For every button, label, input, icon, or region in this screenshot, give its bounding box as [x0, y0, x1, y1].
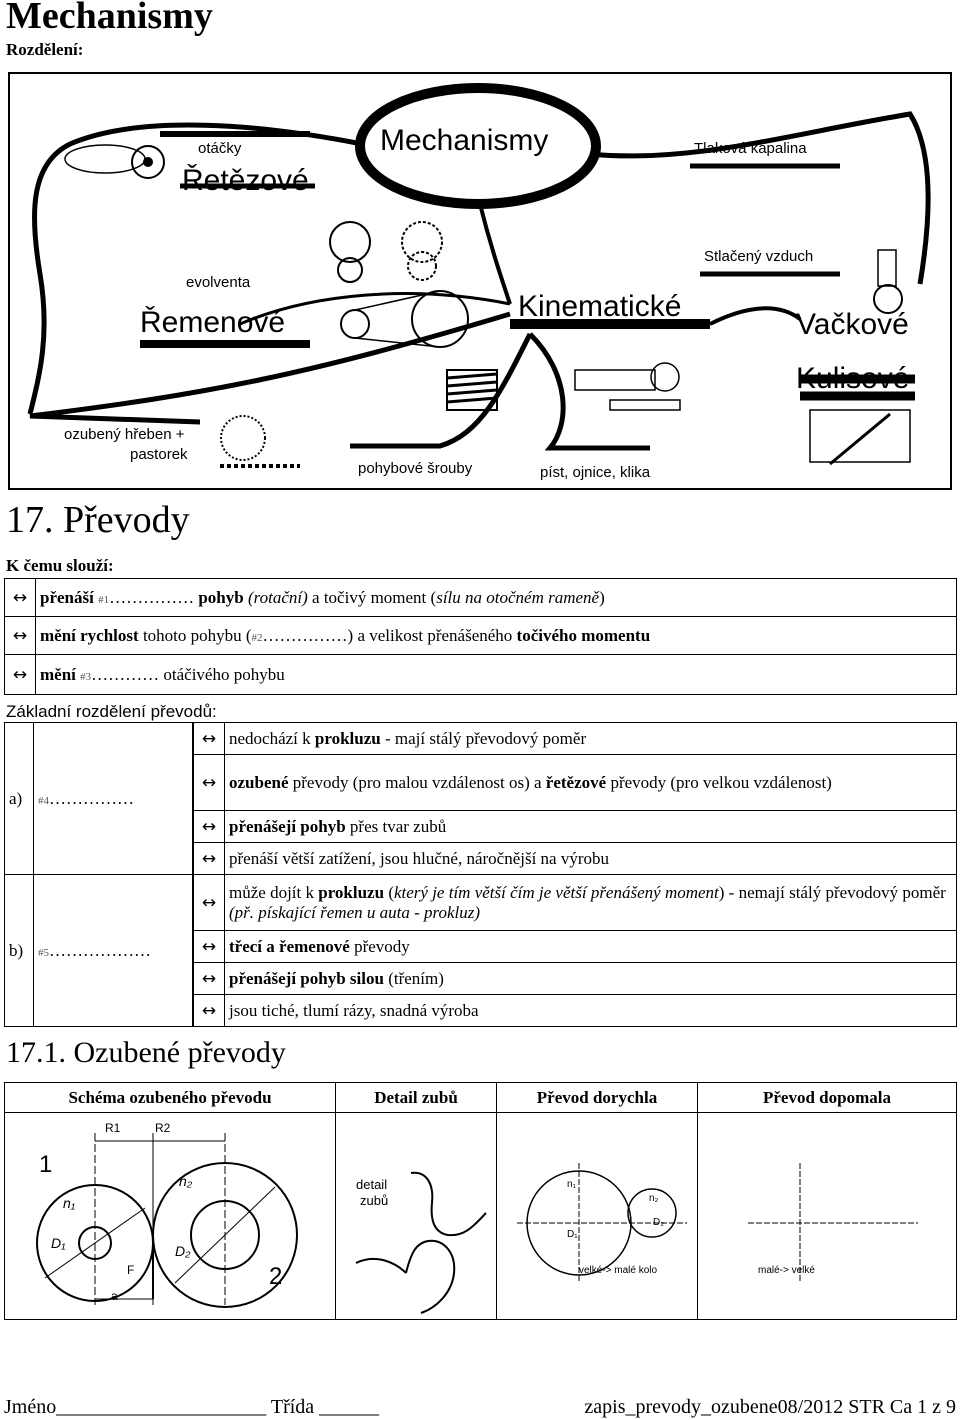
mindmap-center: Mechanismy [380, 124, 549, 157]
label-kinematicke: Kinematické [518, 290, 682, 323]
label-srouby: pohybové šrouby [358, 460, 473, 477]
label-gear-2: 2 [269, 1263, 283, 1290]
blank-dots: ………… [91, 664, 160, 684]
label-n1: n₁ [63, 1195, 76, 1211]
speed-up-diagram [497, 1113, 697, 1319]
label-retezove: Řetězové [182, 164, 309, 197]
dopomala-cell [698, 1113, 957, 1320]
text: převody [349, 936, 410, 956]
double-arrow-icon: ↔ [194, 723, 225, 755]
text: ozubené [229, 772, 289, 792]
text: (př. pískající řemen u auta - prokluz) [229, 902, 481, 922]
double-arrow-icon: ↔ [194, 931, 225, 963]
text: ) - nemají stálý převodový poměr [718, 882, 946, 902]
division-label: Základní rozdělení převodů: [6, 702, 217, 721]
text: mění [40, 664, 76, 684]
blank-number: #4 [38, 794, 49, 807]
text: ) [599, 587, 605, 607]
text: přenášejí pohyb silou [229, 968, 384, 988]
double-arrow-icon: ↔ [5, 617, 36, 655]
gear-schema-diagram [5, 1113, 335, 1319]
text: ( [384, 882, 394, 902]
label-r2: R2 [155, 1121, 171, 1135]
page-title: Mechanismy [6, 0, 213, 37]
chapter-title: 17. Převody [6, 499, 190, 541]
dopomala-caption: malé-> velké [758, 1265, 815, 1276]
text: převody (pro malou vzdálenost os) a [288, 772, 546, 792]
mechanism-mindmap [8, 72, 952, 490]
header-detail: Detail zubů [336, 1083, 497, 1113]
header-schema: Schéma ozubeného převodu [5, 1083, 336, 1113]
blank-number: #1 [98, 593, 110, 606]
double-arrow-icon: ↔ [194, 963, 225, 995]
text: točivého momentu [516, 625, 651, 645]
blank-dots: …………… [49, 788, 134, 808]
label-vackove: Vačkové [796, 308, 909, 341]
b-row-3 [225, 963, 957, 995]
text: přenáší [40, 587, 94, 607]
blank-dots: …………… [109, 587, 195, 607]
purpose-row-3 [36, 655, 957, 695]
label-n1: n₁ [567, 1179, 576, 1190]
blank-a [34, 723, 193, 875]
blank-number: #5 [38, 946, 49, 959]
text: - mají stálý převodový poměr [380, 728, 587, 748]
purpose-table [4, 578, 957, 695]
purpose-row-1 [36, 579, 957, 617]
text: který je tím větší čím je větší přenášený moment [393, 882, 719, 902]
blank-number: #2 [251, 631, 263, 644]
label-f: F [127, 1263, 135, 1277]
double-arrow-icon: ↔ [194, 995, 225, 1027]
teeth-detail-diagram [336, 1113, 496, 1319]
dorychla-cell [497, 1113, 698, 1320]
gears-table [4, 1082, 957, 1320]
header-dopomala: Převod dopomala [698, 1083, 957, 1113]
label-a: a [111, 1289, 118, 1303]
label-pist: píst, ojnice, klika [540, 464, 651, 481]
text: (třením) [383, 968, 444, 988]
blank-number: #3 [80, 670, 92, 683]
text: tohoto pohybu ( [138, 625, 252, 645]
blank-b [34, 875, 193, 1027]
blank-dots: ……………… [49, 940, 151, 960]
schema-cell [5, 1113, 336, 1320]
double-arrow-icon: ↔ [194, 843, 225, 875]
detail-cell [336, 1113, 497, 1320]
text: ) a velikost přenášeného [347, 625, 517, 645]
label-d1: D₁ [567, 1229, 578, 1240]
label-d2: D₂ [653, 1217, 665, 1228]
label-n2: n₂ [179, 1173, 193, 1189]
label-hreben: ozubený hřeben + [64, 426, 185, 443]
detail-label: detail [356, 1177, 388, 1192]
dorychla-caption: velké-> malé kolo [579, 1265, 658, 1276]
label-tlakova: Tlaková kapalina [694, 140, 807, 157]
detail-label-2: zubů [360, 1193, 389, 1208]
text: prokluzu [318, 882, 385, 902]
label-kulisove: Kulisové [796, 362, 910, 395]
label-n2: n₂ [649, 1193, 659, 1204]
text: třecí a řemenové [229, 936, 350, 956]
footer-name: Jméno_____________________ Třída ______ [4, 1396, 380, 1418]
b-row-1 [225, 875, 957, 931]
subtitle: Rozdělení: [6, 40, 84, 59]
blank-dots: …………… [262, 625, 348, 645]
double-arrow-icon: ↔ [5, 655, 36, 695]
text: přenášejí pohyb [229, 816, 346, 836]
a-row-2 [225, 755, 957, 811]
purpose-label: K čemu slouží: [6, 556, 114, 575]
text: řetězové [545, 772, 607, 792]
a-row-4: přenáší větší zatížení, jsou hlučné, náročnější na výrobu [225, 843, 957, 875]
a-row-1 [225, 723, 957, 755]
letter-a: a) [5, 723, 34, 875]
text: může dojít k [229, 882, 319, 902]
double-arrow-icon: ↔ [194, 811, 225, 843]
text: otáčivého pohybu [163, 664, 285, 684]
footer-page: zapis_prevody_ozubene08/2012 STR Ca 1 z 9 [584, 1396, 956, 1418]
label-d2: D₂ [175, 1243, 191, 1259]
section-title: 17.1. Ozubené převody [6, 1036, 286, 1069]
label-d1: D₁ [51, 1235, 66, 1251]
double-arrow-icon: ↔ [194, 755, 225, 811]
text: prokluzu [314, 728, 381, 748]
text: pohyb [198, 587, 244, 607]
text: nedochází k [229, 728, 315, 748]
text: přes tvar zubů [345, 816, 447, 836]
text: převody (pro velkou vzdálenost) [606, 772, 832, 792]
text: (rotační) [247, 587, 308, 607]
a-row-3 [225, 811, 957, 843]
label-r1: R1 [105, 1121, 121, 1135]
label-gear-1: 1 [39, 1151, 53, 1178]
label-remenove: Řemenové [140, 306, 286, 339]
b-row-2 [225, 931, 957, 963]
label-stlaceny: Stlačený vzduch [704, 248, 814, 265]
b-row-4: jsou tiché, tlumí rázy, snadná výroba [225, 995, 957, 1027]
label-pastorek: pastorek [130, 446, 188, 463]
text: sílu na otočném rameně [436, 587, 600, 607]
label-otacky: otáčky [198, 140, 242, 157]
text: a točivý moment ( [307, 587, 437, 607]
purpose-row-2 [36, 617, 957, 655]
slow-down-diagram [698, 1113, 938, 1319]
division-table [4, 722, 957, 1027]
letter-b: b) [5, 875, 34, 1027]
double-arrow-icon: ↔ [194, 875, 225, 931]
text: mění rychlost [40, 625, 139, 645]
header-dorychla: Převod dorychla [497, 1083, 698, 1113]
double-arrow-icon: ↔ [5, 579, 36, 617]
label-evolventa: evolventa [186, 274, 251, 291]
